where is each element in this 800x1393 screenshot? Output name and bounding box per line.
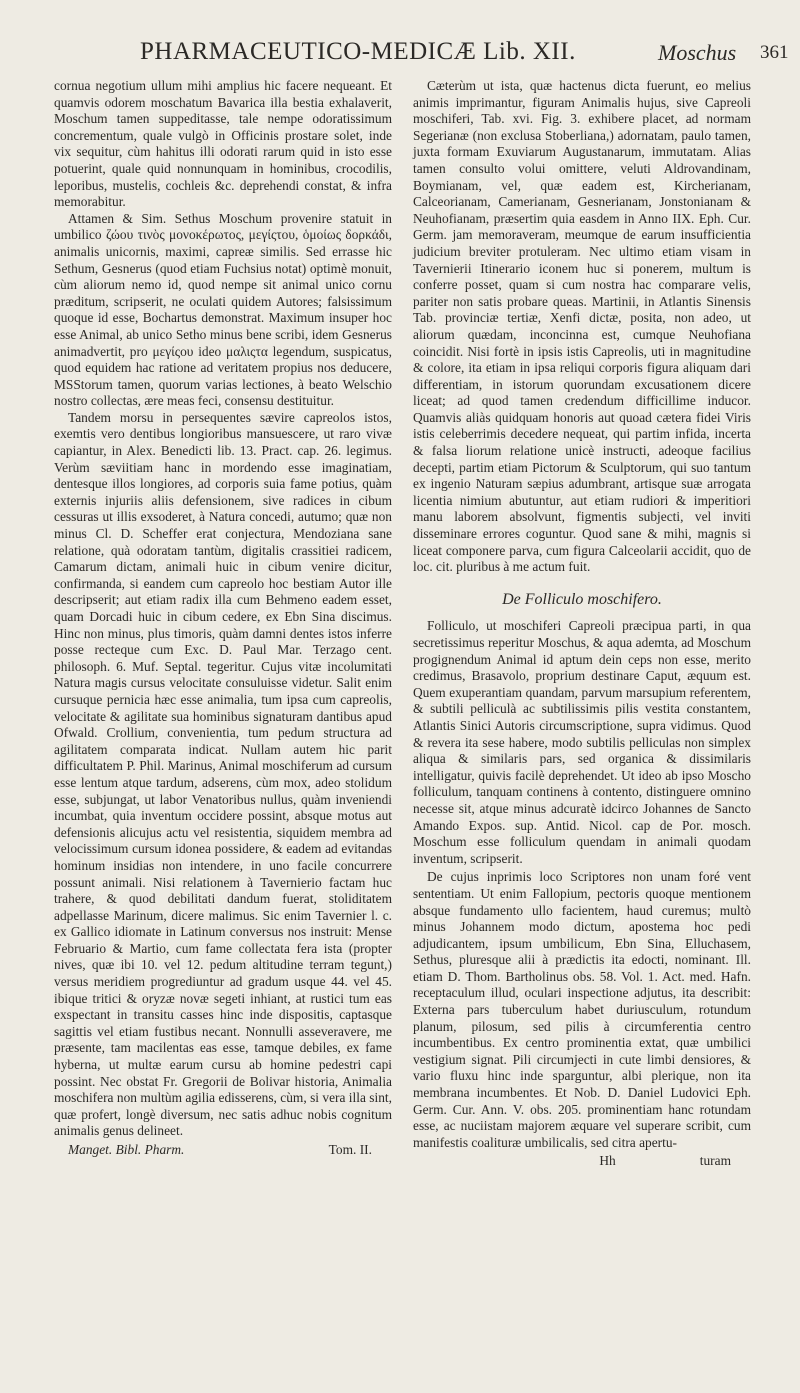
running-head [0,38,800,68]
section-title: Moschus [658,40,737,65]
page-number: 361 [760,42,789,63]
running-title: PHARMACEUTICO-MEDICÆ Lib. XII. [140,38,576,65]
paragraph: Attamen & Sim. Sethus Moschum provenire statuit in umbilico ζώου τινὸς μονοκέρωτος, μεγίςτου, ὁμοίως δορκάδι, animalis unicornis, maximi, capreæ similis. Sed errasse hic Sethum, Gesnerus (quod etiam Fuchsius notat) optimè monuit, cùm aliorum nemo id, quod nempe sit animal unico cornu præditum, scripserit, ne oculati quidem Autores; falsissimum quoque id esse, Bochartus demonstrat. Maximum insuper hoc esse Animal, ab unico Setho minus bene scribi, idem Gesnerus animadvertit, pro μεγίςου ideo μαλιςτα legendum, suspicatus, quod equidem hac ratione ad veritatem propius nos deducere, MSStorum tamen, quorum varias lectiones, à beato Welschio nostro collectas, ære meas feci, consensu destituitur. [54,210,392,409]
paragraph: Cæterùm ut ista, quæ hactenus dicta fuerunt, eo melius animis imprimantur, figuram Animalis hujus, sive Capreoli moschiferi, Tab. xvi. Fig. 3. exhibere placet, ad normam Segerianæ (non exclusa Stoberliana,) adornatam, paulo tamen, juxta formam Exuviarum Augustanarum, immutatam. Alias tamen consulto volui omittere, veluti Aldrovandinam, Boymianam, vel, quæ eadem est, Kircherianam, Calceorianam, Camerianam, Gesnerianam, Jonstonianam & Neuhofianam, præsertim quia easdem in Anno IIX. Eph. Cur. Germ. jam memoraveram, meumque de earum insufficientia judicium breviter protuleram. Nec ultimo etiam visam in Tavernierii Itinerario iconem huc si ponerem, multum is conferre posset, quam si cum nostra hac comparare velis, pariter non satis probare queas. Martinii, in Atlantis Sinensis Tab. provinciæ tertiæ, Xenfi dictæ, posita, non adeo, ut aliorum quædam, inconcinna est, cumque Neuhofiana coincidit. Nisi fortè in ipsis istis Capreolis, uti in magnitudine & colore, ita etiam in ipsa reliqui corporis figura aliquam dari differentiam, in istorum quorundam excusationem dicere liceat; ad quod tamen credendum difficillime inducor. Quamvis aliàs quidquam honoris aut quoad cætera fidei Viris istis celeberrimis decedere nequeat, qui partim infida, incerta & falsa liorum relatione unicè instructi, adeoque facilius decepti, partim etiam Pictorum & Sculptorum, qui suo tantum ex ingenio Naturam sæpius adumbrant, artisque suæ arrogata licentia nimium abutuntur, aut etiam rudiori & imperitiori manu laborem absolvunt, figmentis subjecti, vel inviti disseminare errores coguntur. Quod sane & mihi, magnis si liceat componere parva, cum figura Calceolarii accidit, quo de loc. cit. pluribus à me actum fuit. [413,78,751,575]
page-signature-line [413,1153,751,1170]
signature-mark: Hh [599,1153,616,1169]
paragraph: De cujus inprimis loco Scriptores non unam foré vent sententiam. Ut enim Fallopium, pectoris quoque mentionem absque fundamento ullo facientem, haud curemus; multò minus Johannem modo dictum, apostema hoc pedi adjudicantem, ipsum umbilicum, Ebn Sina, Elluchasem, Sethus, pluresque alii à prædictis ita edocti, nominant. Ill. etiam D. Thom. Bartholinus obs. 58. Vol. 1. Act. med. Hafn. receptaculum illud, oculari inspectione adjutus, ita describit: Externa pars tuberculum habet duriusculum, rotundum planum, pilosum, sed pilis à circumferentia centro incumbentibus. Ex centro prominentia extat, quæ umbilici vestigium signat. Pili circumjecti in cute limbi densiores, & vario fluxu hinc inde sparguntur, albi plerique, non ita membrana incumbentes. Et Nob. D. Daniel Ludovici Eph. Germ. Cur. Ann. V. obs. 205. prominentiam hanc rotundam esse, ac nuciistam majorem æquare vel superare scribit, cum manifestis coalituræ umbilicalis, sed citra apertu- [413,869,751,1150]
footer-volume: Tom. II. [328,1142,372,1157]
section-heading: De Folliculo moschifero. [502,590,662,608]
paragraph: Folliculo, ut moschiferi Capreoli præcipua parti, in qua secretissimus reperitur Moschus, & aqua ademta, ad Moschum progignendum Animal id aptum dein ceps non esse, merito credimus, Brasavolo, proprium destinare Caput, æquum est. Quem exuperantiam quandam, parvum marsupium referentem, & subtili pelliculà ac subtilissimis pilis vestita constantem, Atlantis Sinici Autoris circumscriptione, supra vidimus. Quod & revera ita sese habere, modo subtilis pelliculas non simplex aliqua & similaris pars, sed organica & dissimilaris intelligatur, quivis facilè deprehendet. Ut ideo ab ipso Moscho folliculum, tanquam continens à contento, distinguere omnino necesse sit, atque minus adcuratè idcirco Johannes de Sancto Amando Expos. sup. Antid. Nicol. cap de Por. mosch. Moschum esse folliculum quendam in animali quodam inventum, scripserit. [413,618,751,866]
catchword: turam [699,1153,731,1169]
footer-source: Manget. Bibl. Pharm. [68,1142,185,1157]
right-column [413,78,751,1170]
page-footer [54,1142,392,1159]
left-column [54,78,392,1159]
paragraph: Tandem morsu in persequentes sævire capreolos istos, exemtis vero dentibus longioribus mansuescere, ut raro vivæ capiantur, in Alex. Benedicti lib. 13. Pract. cap. 26. legimus. Verùm sæviitiam hanc in mordendo esse imaginatiam, dentesque illos longiores, ad corporis suia fame potius, quàm externis injuriis aliis defensionem, sive radices in cibum cessuras ut illis exsoderet, à Natura concedi, autumo; quæ non minus Cl. D. Scheffer erat conjectura, Mendoziana sane relatione, quà odoratam tantùm, digitalis crassitiei radicem, Camarum dictam, animali huic in cibum venire dicitur, confirmanda, si eandem cum capreolo hoc bestiam Autor ille descripserit; aut etiam radix illa cum Behmeno eadem esset, quam Dorcadi huic in cibum cedere, ex Ebn Sina discimus. Hinc non minus, plus timoris, quàm damni dentes istos inferre posse recteque cum Exc. D. Paul Mar. Terzago cent. philosoph. 6. Muf. Septal. tegeritur. Cujus vitæ incolumitati Natura magis cursus velocitate consuluisse videtur. Salit enim cursuque pernicia hæc esse animalia, tum ipsa cum capreolis, velocitate & agilitate sua hominibus signaturam dantibus apud Ofwald. Crollium, convenientia, tum pedum structura ad agilitatem comparata indicat. Nullam autem hic parit difficultatem P. Phil. Marinus, Animal moschiferum ad cursum esse lentum atque tardum, adserens, cùm mox, adeo stolidum esse, subjungat, ut labor Venatoribus nullus, quàm inveniendi incumbat, quia inventum occidere possint, absque motus aut defensionis alicujus actu vel resistentia, siquidem membra ad velocissimum cursum idonea possidere, & eadem ad evitandas hominum insidias non intendere, in uno facile concurrere possunt animali. Nisi relationem à Tavernierio factam huc trahere, & quod debilitati dandum fuerat, stoliditatem adpellasse Marinum, dicere malimus. Sic enim Tavernier l. c. ex Gallico idiomate in Latinum conversus nos instruit: Mense Februario & Martio, cum fame collectata fera ista (propter nives, quæ ibi 10. vel 12. pedum altitudine terram tegunt,) versus meridiem progrediuntur ad gradum usque 44. vel 45. ibique tritici & oryzæ novæ segeti inhiant, at rustici tum eas exspectant in transitu casses hinc inde dispositis, captasque sagittis vel etiam fustibus necant. Nonnulli asseveravere, me præsente, tam macilentas eas esse, tamque debiles, ex fame hyberna, ut multæ earum cursu ab homine pedestri capi possint. Nec obstat Fr. Gregorii de Bolivar historia, Animalia moschifera non multùm agilia edisserens, cùm, si vera illa sint, quæ profert, longè diversum, nec satis adhuc nobis cognitum animalis genus delineet. [54,409,392,1139]
paragraph: cornua negotium ullum mihi amplius hic facere nequeant. Et quamvis odorem moschatum Bavarica illa bestia exhalaverit, Moschum tamen suppeditasse, tale nempe odoratissimum concrementum, quale vulgò in Officinis prostare solet, inde vix sequitur, cùm hahitus illi odorati rarum quid in isto esse potuerint, quale quid nonnunquam in hominibus, crocodilis, leporibus, mustelis, cochleis &c. deprehendi constat, & infra memorabitur. [54,78,392,210]
